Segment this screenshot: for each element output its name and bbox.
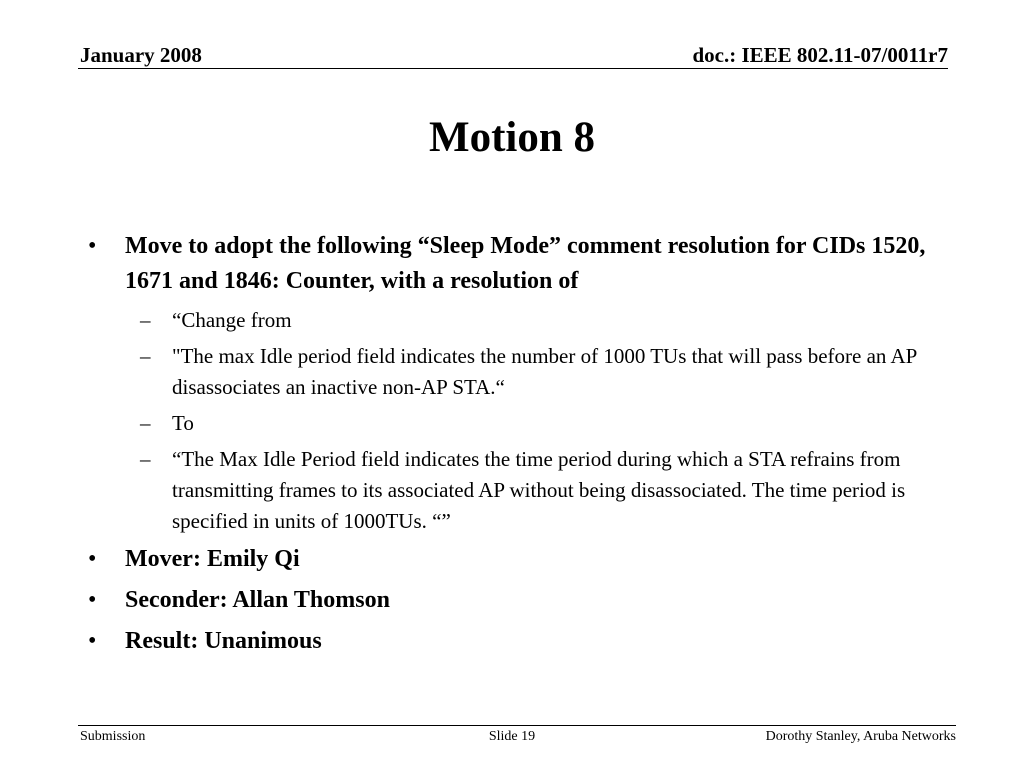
sub-item-text: “Change from	[172, 308, 292, 332]
sub-item-text: "The max Idle period field indicates the number of 1000 TUs that will pass before an AP disassociates an inactive non-AP STA.“	[172, 344, 917, 399]
footer-submission: Submission	[80, 729, 146, 744]
bullet-mover	[88, 542, 948, 577]
dash-marker: –	[140, 447, 151, 471]
footer-divider	[78, 725, 956, 726]
sub-item-new-text	[140, 444, 932, 537]
bullet-result	[88, 624, 948, 659]
seconder-text: Seconder: Allan Thomson	[125, 587, 390, 613]
sub-item-change-from	[140, 305, 932, 336]
sub-item-to	[140, 408, 932, 439]
mover-text: Mover: Emily Qi	[125, 546, 300, 572]
bullet-marker: •	[88, 628, 97, 654]
header-divider	[78, 68, 948, 69]
sub-item-text: “The Max Idle Period field indicates the time period during which a STA refrains from transmitting frames to its associated AP without being disassociated. The time period is specified in units of 1000TUs. “”	[172, 447, 906, 533]
bullet-seconder	[88, 583, 948, 618]
dash-marker: –	[140, 411, 151, 435]
footer-slide-number: Slide 19	[488, 729, 536, 744]
header-doc-id: doc.: IEEE 802.11-07/0011r7	[692, 43, 948, 67]
sub-item-text: To	[172, 411, 194, 435]
bullet-marker: •	[88, 546, 97, 572]
bullet-motion	[88, 229, 948, 299]
sub-item-old-text	[140, 341, 932, 403]
dash-marker: –	[140, 344, 151, 368]
dash-marker: –	[140, 308, 151, 332]
bullet-marker: •	[88, 587, 97, 613]
slide-body	[88, 229, 948, 665]
result-text: Result: Unanimous	[125, 628, 322, 654]
slide-title: Motion 8	[428, 114, 596, 161]
bullet-marker: •	[88, 233, 97, 259]
footer-author: Dorothy Stanley, Aruba Networks	[765, 729, 956, 744]
header-date: January 2008	[80, 43, 202, 67]
motion-text: Move to adopt the following “Sleep Mode” comment resolution for CIDs 1520, 1671 and 1846: Counter, with a resolution of	[125, 233, 926, 294]
